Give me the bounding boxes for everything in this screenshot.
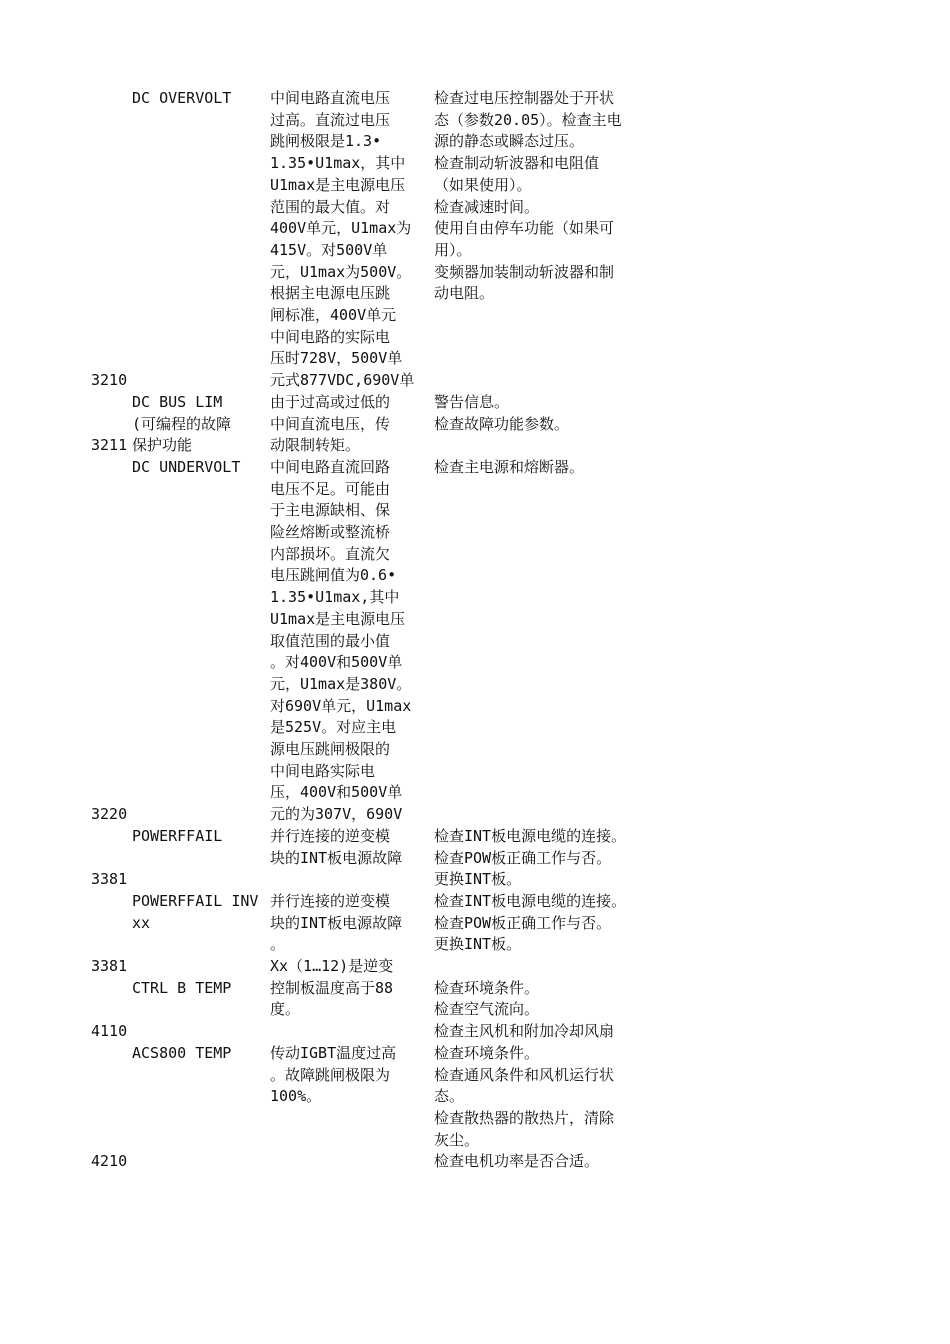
cause-line: 中间直流电压，传 [270,414,391,433]
fault-code: 3210 [91,371,128,390]
cause-line: 度。 [270,1000,301,1019]
action-line: 警告信息。 [434,392,510,411]
fault-name: CTRL B TEMP [132,978,232,997]
cause-line: 元的为307V，690V [270,805,403,824]
fault-name: DC OVERVOLT [132,89,232,107]
fault-code: 3381 [91,957,128,975]
action-line: 检查主电源和熔断器。 [434,457,585,476]
action-line: 检查POW板正确工作与否。 [434,848,612,867]
action-line: 动电阻。 [434,284,495,303]
action-line: 检查主风机和附加冷却风扇 [434,1022,615,1041]
cause-line: 元，U1max是380V。 [270,674,412,693]
cause-line: 。对400V和500V单 [270,653,403,672]
action-line: 用）。 [434,240,472,259]
cause-line: 跳闸极限是1.3• [270,132,382,151]
cause-line: 电压跳闸值为0.6• [270,566,397,585]
action-line: 灰尘。 [434,1130,480,1149]
action-line: 更换INT板。 [434,935,522,954]
fault-name: DC UNDERVOLT [132,457,241,476]
cause-line: 传动IGBT温度过高 [270,1043,397,1062]
cause-line: 并行连接的逆变模 [270,891,391,910]
cause-line: 险丝熔断或整流桥 [270,523,391,541]
cause-line: U1max是主电源电压 [270,609,406,628]
action-line: 态（参数20.05）。检查主电 [434,110,622,129]
cause-line: 控制板温度高于88 [270,978,394,997]
action-line: 检查制动斩波器和电阻值 [434,154,600,173]
action-line: （如果使用）。 [434,175,532,194]
cause-line: 中间电路的实际电 [270,327,391,346]
cause-line: 1.35•U1max,其中 [270,588,400,607]
action-line: 检查散热器的散热片，清除 [434,1108,615,1127]
cause-line: 压，400V和500V单 [270,783,403,802]
fault-code: 3381 [91,870,128,889]
fault-code: 4210 [91,1152,128,1171]
fault-code: 3211 [91,436,128,455]
cause-line: 。 [270,935,286,954]
action-line: 检查减速时间。 [434,197,540,216]
cause-line: 。故障跳闸极限为 [270,1065,391,1084]
cause-line: 取值范围的最小值 [270,631,391,650]
action-line: 检查INT板电源电缆的连接。 [434,826,627,845]
cause-line: 源电压跳闸极限的 [270,740,391,758]
cause-line: 中间电路直流回路 [270,457,391,476]
action-line: 检查环境条件。 [434,978,540,997]
cause-line: 过高。直流过电压 [270,110,391,129]
cause-line: 元，U1max为500V。 [270,262,412,281]
cause-line: 内部损坏。直流欠 [270,544,391,563]
action-line: 检查环境条件。 [434,1043,540,1062]
cause-line: 根据主电源电压跳 [270,284,391,303]
action-line: 检查空气流向。 [434,1000,540,1019]
cause-line: 块的INT板电源故障 [270,913,403,932]
cause-line: 415V。对500V单 [270,240,388,259]
cause-line: 100%。 [270,1087,322,1106]
cause-line: 400V单元，U1max为 [270,219,412,238]
cause-line: 中间电路实际电 [270,761,376,780]
cause-line: 闸标准，400V单元 [270,306,397,324]
cause-line: Xx（1…12)是逆变 [270,957,394,975]
fault-name: POWERFFAIL INV [132,891,259,910]
cause-line: 由于过高或过低的 [270,392,391,411]
fault-code: 3220 [91,805,128,824]
cause-line: 1.35•U1max，其中 [270,154,406,173]
cause-line: 电压不足。可能由 [270,479,391,498]
action-line: 检查过电压控制器处于开状 [434,89,615,107]
fault-name: (可编程的故障 [132,414,232,433]
cause-line: 压时728V，500V单 [270,349,403,368]
action-line: 更换INT板。 [434,870,522,889]
fault-name: ACS800 TEMP [132,1043,232,1062]
cause-line: 对690V单元，U1max [270,696,412,715]
action-line: 源的静态或瞬态过压。 [434,132,585,151]
cause-line: 是525V。对应主电 [270,718,397,737]
action-line: 检查故障功能参数。 [434,414,570,433]
cause-line: U1max是主电源电压 [270,175,406,194]
action-line: 检查通风条件和风机运行状 [434,1065,615,1084]
cause-line: 动限制转矩。 [270,436,361,455]
cause-line: 元式877VDC,690V单 [270,371,415,390]
action-line: 变频器加装制动斩波器和制 [434,262,615,281]
action-line: 检查电机功率是否合适。 [434,1152,600,1171]
cause-line: 块的INT板电源故障 [270,848,403,867]
fault-name: DC BUS LIM [132,392,223,411]
action-line: 态。 [434,1087,465,1106]
cause-line: 中间电路直流电压 [270,89,391,107]
cause-line: 范围的最大值。对 [270,197,391,216]
fault-name: POWERFFAIL [132,826,223,845]
action-line: 检查INT板电源电缆的连接。 [434,891,627,910]
fault-name: xx [132,913,151,932]
fault-code: 4110 [91,1022,128,1041]
fault-name: 保护功能 [132,436,193,455]
action-line: 检查POW板正确工作与否。 [434,913,612,932]
cause-line: 于主电源缺相、保 [270,501,391,520]
action-line: 使用自由停车功能（如果可 [434,219,615,238]
cause-line: 并行连接的逆变模 [270,826,391,845]
